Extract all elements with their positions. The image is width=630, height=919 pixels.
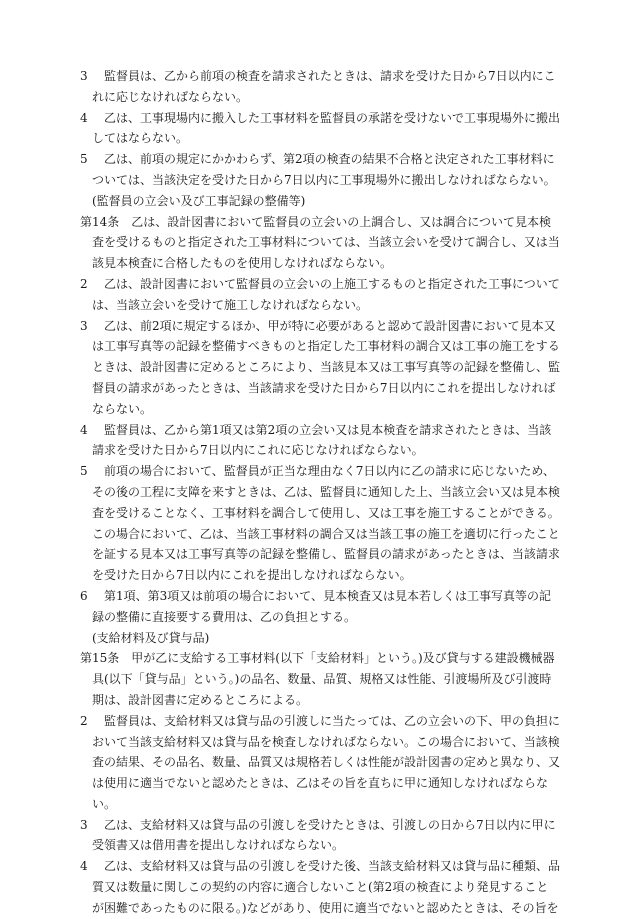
paragraph-item xyxy=(80,586,560,628)
item-number: 6 xyxy=(80,588,88,603)
item-number: 4 xyxy=(80,859,88,874)
paragraph-item xyxy=(80,815,560,857)
item-number: 2 xyxy=(80,713,88,728)
article-text: 第15条 甲が乙に支給する工事材料(以下「支給材料」という。)及び貸与する建設機械器具(以下「貸与品」という。)の品名、数量、品質、規格又は性能、引渡場所及び引渡時期は、設計図書に定めるところによる。 xyxy=(80,651,555,707)
item-text: 乙は、工事現場内に搬入した工事材料を監督員の承諾を受けないで工事現場外に搬出してはならない。 xyxy=(92,110,561,146)
item-number: 5 xyxy=(80,152,88,167)
paragraph-item xyxy=(80,108,560,150)
paragraph-item xyxy=(80,316,560,420)
item-text: 監督員は、支給材料又は貸与品の引渡しに当たっては、乙の立会いの下、甲の負担において当該支給材料又は貸与品を検査しなければならない。この場合において、当該検査の結果、その品名、数量、品質又は規格若しくは性能が設計図書の定めと異なり、又は使用に適当でないと認めたときは、乙はその旨を直ちに甲に通知しなければならない。 xyxy=(92,713,561,811)
item-text: 前項の場合において、監督員が正当な理由なく7日以内に乙の請求に応じないため、その後の工程に支障を来すときは、乙は、監督員に通知した上、当該立会い又は見本検査を受けることなく、工事材料を調合して使用し、又は工事を施工することができる。この場合において、乙は、当該工事材料の調合又は当該工事の施工を適切に行ったことを証する見本又は工事写真等の記録を整備し、監督員の請求があったときは、当該請求を受けた日から7日以内にこれを提出しなければならない。 xyxy=(92,464,561,583)
item-number: 4 xyxy=(80,422,88,437)
paragraph-item xyxy=(80,149,560,191)
item-text: 乙は、前2項に規定するほか、甲が特に必要があると認めて設計図書において見本又は工事写真等の記録を整備すべきものと指定した工事材料の調合又は工事の施工をするときは、設計図書に定めるところにより、当該見本又は工事写真等の記録を整備し、監督員の請求があったときは、当該請求を受けた日から7日以内にこれを提出しなければならない。 xyxy=(92,318,561,416)
document-body xyxy=(80,66,560,919)
item-number: 2 xyxy=(80,276,88,291)
item-number: 3 xyxy=(80,817,88,832)
item-text: 第1項、第3項又は前項の場合において、見本検査又は見本若しくは工事写真等の記録の整備に直接要する費用は、乙の負担とする。 xyxy=(92,588,552,624)
article-paragraph xyxy=(80,212,560,274)
item-text: 乙は、支給材料又は貸与品の引渡しを受けた後、当該支給材料又は貸与品に種類、品質又は数量に関しこの契約の内容に適合しないこと(第2項の検査により発見することが困難であったものに限る。)などがあり、使用に適当でないと認めたときは、その旨を xyxy=(92,859,561,915)
item-text: 乙は、前項の規定にかかわらず、第2項の検査の結果不合格と決定された工事材料については、当該決定を受けた日から7日以内に工事現場外に搬出しなければならない。 xyxy=(92,152,556,187)
paragraph-item xyxy=(80,711,560,815)
item-text: 監督員は、乙から第1項又は第2項の立会い又は見本検査を請求されたときは、当該請求を受けた日から7日以内にこれに応じなければならない。 xyxy=(92,422,552,458)
article-text: 第14条 乙は、設計図書において監督員の立会いの上調合し、又は調合について見本検査を受けるものと指定された工事材料については、当該立会いを受けて調合し、又は当該見本検査に合格したものを使用しなければならない。 xyxy=(80,214,560,271)
item-number: 5 xyxy=(80,464,88,479)
item-number: 3 xyxy=(80,69,88,83)
item-text: 乙は、支給材料又は貸与品の引渡しを受けたときは、引渡しの日から7日以内に甲に受領書又は借用書を提出しなければならない。 xyxy=(92,817,556,853)
paragraph-item xyxy=(80,461,560,586)
section-heading: (支給材料及び貸与品) xyxy=(92,630,210,645)
item-text: 監督員は、乙から前項の検査を請求されたときは、請求を受けた日から7日以内にこれに応じなければならない。 xyxy=(92,69,556,104)
item-number: 3 xyxy=(80,318,88,333)
paragraph-item xyxy=(80,66,560,108)
item-text: 乙は、設計図書において監督員の立会いの上施工するものと指定された工事については、当該立会いを受けて施工しなければならない。 xyxy=(92,276,560,312)
section-heading: (監督員の立会い及び工事記録の整備等) xyxy=(92,193,306,208)
article-paragraph xyxy=(80,648,560,710)
paragraph-item xyxy=(80,274,560,316)
paragraph-item xyxy=(80,420,560,462)
item-number: 4 xyxy=(80,110,88,125)
paragraph-item xyxy=(80,856,560,918)
